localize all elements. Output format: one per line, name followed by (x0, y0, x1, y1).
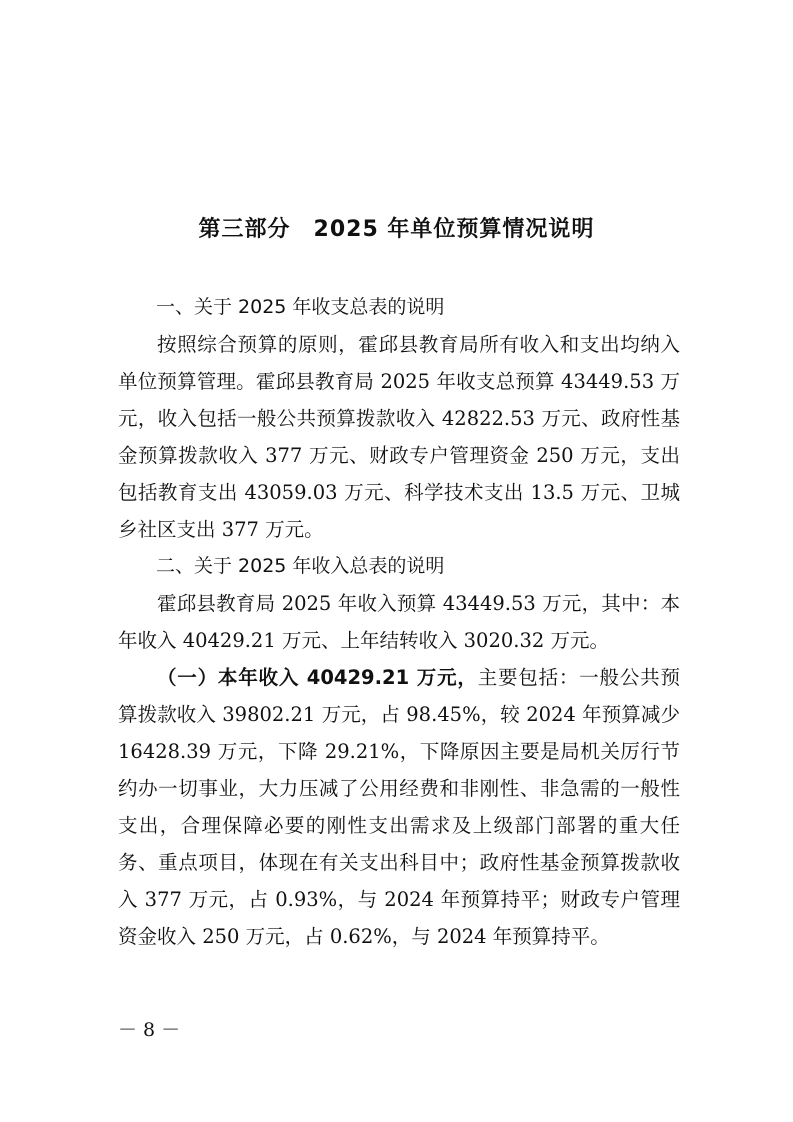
page-number: － 8 － (118, 1019, 181, 1041)
section-2-paragraph: 霍邱县教育局 2025 年收入预算 43449.53 万元，其中：本年收入 40429.21 万元、上年结转收入 3020.32 万元。 (118, 592, 680, 652)
document-body (118, 289, 680, 955)
subsection-1-paragraph (118, 659, 680, 955)
section-2-heading: 二、关于 2025 年收入总表的说明 (156, 555, 445, 577)
subsection-1-body: 主要包括：一般公共预算拨款收入 39802.21 万元，占 98.45%，较 2024 年预算减少 16428.39 万元，下降 29.21%，下降原因主要是局机关厉行节约办一切事业，大力压减了公用经费和非刚性、非急需的一般性支出，合理保障必要的刚性支出需求及上级部门部署的重大任务、重点项目，体现在有关支出科目中；政府性基金预算拨款收入 377 万元，占 0.93%，与 2024 年预算持平；财政专户管理资金收入 250 万元，占 0.62%，与 2024 年预算持平。 (118, 666, 680, 948)
section-1-heading: 一、关于 2025 年收支总表的说明 (156, 296, 445, 318)
section-1-paragraph: 按照综合预算的原则，霍邱县教育局所有收入和支出均纳入单位预算管理。霍邱县教育局 2025 年收支总预算 43449.53 万元，收入包括一般公共预算拨款收入 42822.53 万元、政府性基金预算拨款收入 377 万元、财政专户管理资金 250 万元，支出包括教育支出 43059.03 万元、科学技术支出 13.5 万元、卫城乡社区支出 377 万元。 (118, 333, 680, 541)
page-title: 第三部分 2025 年单位预算情况说明 (198, 217, 595, 242)
subsection-1-lead: （一）本年收入 40429.21 万元， (157, 666, 478, 689)
